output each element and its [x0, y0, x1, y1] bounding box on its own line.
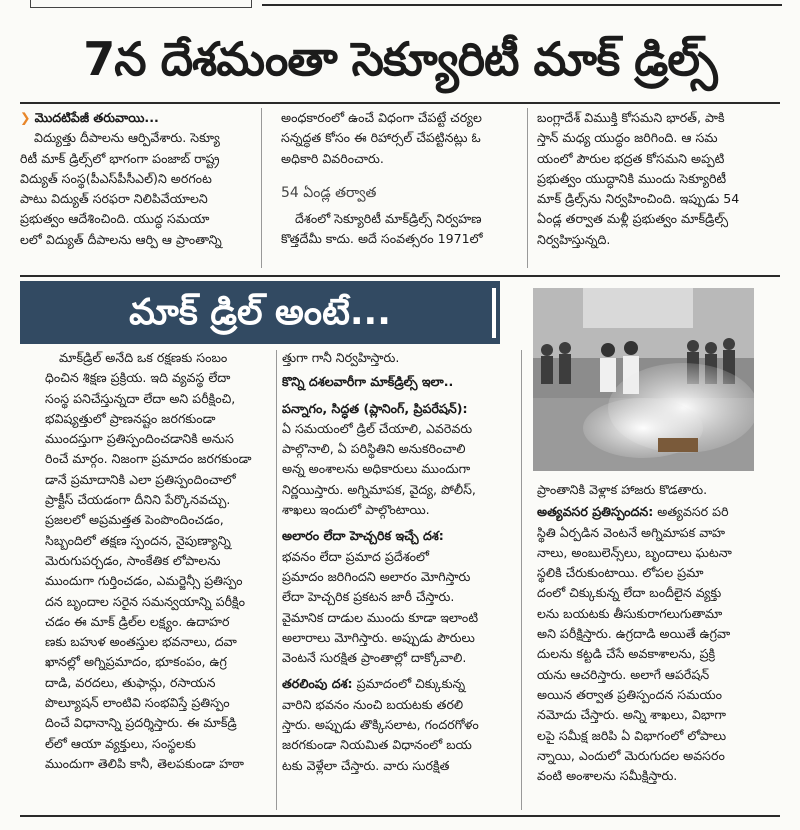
text-line: అంధకారంలో ఉంచే విధంగా చేపట్టే చర్యల	[281, 110, 482, 125]
text-line: రించే మార్గం. నిజంగా ప్రమాదం జరగకుండా	[45, 451, 252, 467]
text-line: లేదా హెచ్చరిక ప్రకటన జారీ చేస్తారు.	[282, 589, 455, 605]
subhead-54-years: 54 ఏండ్ల తర్వాత	[281, 184, 377, 201]
text-line: దించే విధానాన్ని ప్రదర్శిస్తారు. ఈ మాక్‌డ్రి	[45, 715, 237, 731]
banner-accent	[492, 288, 496, 338]
headline-rule	[20, 102, 780, 104]
photo-caption: ప్రాంతానికి వెళ్లాక హాజరు కొడతారు.	[537, 482, 708, 497]
text-line: చడం ఈ మాక్ డ్రిల్‌ల లక్ష్యం. ఉదాహర	[45, 613, 230, 629]
chevron-right-icon: ❯	[20, 110, 31, 125]
text-line: దేశంలో సెక్యూరిటీ మాక్‌డ్రిల్స్ నిర్వహణ	[295, 211, 482, 227]
text-line: వెంటనే సురక్షిత ప్రాంతాల్లో దాక్కోవాలి.	[282, 650, 467, 666]
photo-illustration	[533, 288, 754, 471]
text-line: ప్రజలలో అప్రమత్తత పెంపొందించడం,	[45, 512, 224, 528]
text-line: సిబ్బందిలో తక్షణ స్పందన, నైపుణ్యాన్ని	[45, 532, 231, 548]
text-line: శాఖలు ఇందులో పాల్గొంటాయి.	[282, 502, 430, 518]
kicker: మొదటిపేజీ తరువాయి...	[34, 110, 159, 125]
step-response	[537, 502, 780, 522]
text-line: మాక్ డ్రిల్స్‌ను నిర్వహించింది. ఇప్పుడు 54	[537, 191, 740, 207]
step-planning-label: పన్నాగం, సిద్ధత (ప్లానింగ్, ప్రిపరేషన్):	[282, 400, 468, 416]
text-line: ఏండ్ల తర్వాత మళ్లీ ప్రభుత్వం మాక్‌డ్రిల్స్	[537, 211, 729, 227]
text-line: కొత్తదేమీ కాదు. అదే సంవత్సరం 1971లో	[281, 231, 483, 247]
text-line: పాటు విద్యుత్ సరఫరా నిలిపివేయాలని	[20, 191, 208, 207]
text-line: రిటీ మాక్ డ్రిల్స్‌లో భాగంగా పంజాబ్ రాష్ట్ర	[20, 150, 220, 166]
text-line: అయిన తర్వాత ప్రతిస్పందన సమయం	[537, 686, 723, 702]
text-line: ధించిన శిక్షణ ప్రక్రియ. ఇది వ్యవస్థ లేదా	[45, 370, 231, 386]
text-line: లలో విద్యుత్ దీపాలను ఆర్పి ఆ ప్రాంతాన్ని	[20, 231, 222, 247]
text-line: ప్రమాదంలో చిక్కుకున్న	[352, 676, 466, 692]
text-line: ముందస్తుగా ప్రతిస్పందించడానికి అనుస	[45, 431, 234, 447]
column-divider	[276, 350, 277, 810]
text-line: మెరుగుపర్చడం, సాంకేతిక లోపాలను	[45, 552, 221, 568]
body-column-2	[282, 348, 514, 776]
text-line: ప్రభుత్వం యుద్ధానికి ముందు సెక్యూరిటీ	[537, 170, 727, 186]
section-rule	[20, 275, 780, 277]
text-line: నిర్వహిస్తున్నది.	[537, 231, 611, 247]
body-column-3	[537, 480, 780, 786]
text-line: అన్న అంశాలను అధికారులు ముందుగా	[282, 461, 471, 477]
column-divider	[261, 108, 262, 268]
text-line: వారిని భవనం నుంచి బయటకు తరలి	[282, 696, 464, 712]
text-line: ణకు బహుళ అంతస్తుల భవనాలు, దవా	[45, 634, 237, 650]
headline: 7న దేశమంతా సెక్యూరిటీ మాక్ డ్రిల్స్	[83, 32, 717, 86]
column-2	[281, 108, 521, 250]
step-evacuation-label: తరలింపు దశ:	[282, 676, 353, 692]
text-line: స్తారు. అప్పుడు తొక్కిసలాట, గందరగోళం	[282, 717, 479, 733]
text-line: ఏ సమయంలో డ్రిల్ చేయాలి, ఎవరెవరు	[282, 420, 473, 436]
text-line: బంగ్లాదేశ్ విముక్తి కోసమని భారత్, పాకి	[537, 110, 725, 125]
step-alarm-label: అలారం లేదా హెచ్చరిక ఇచ్చే దశ:	[282, 528, 444, 544]
banner-title: మాక్ డ్రిల్ అంటే...	[129, 292, 391, 333]
text-line: దాడి, వరదలు, తుఫాన్లు, రసాయన	[45, 674, 216, 690]
text-line: ముందుగా తెలిపి కానీ, తెలపకుండా హఠా	[45, 755, 244, 771]
steps-subhead: కొన్ని దశలవారీగా మాక్‌డ్రిల్స్ ఇలా..	[282, 374, 454, 390]
text-line: లను బయటకు తీసుకురాగలుగుతామా	[537, 605, 723, 621]
top-strip	[0, 0, 800, 16]
text-line: భవనం లేదా ప్రమాద ప్రదేశంలో	[282, 548, 429, 564]
text-line: అలారాలు మోగిస్తారు. అప్పుడు పౌరులు	[282, 629, 475, 645]
text-line: ప్రాక్టీస్ చేయడంగా దీనిని పేర్కొనవచ్చు.	[45, 492, 231, 508]
text-line: దన బృందాల సరైన సమన్వయాన్ని పరీక్షిం	[45, 593, 246, 609]
text-line: స్థలికి చేరుకుంటాయి. లోపల ప్రమా	[537, 565, 704, 581]
text-line: త్తుగా గానీ నిర్వహిస్తారు.	[282, 350, 400, 365]
column-1	[20, 108, 253, 250]
text-line: ప్రమాదం జరిగిందని అలారం మోగిస్తారు	[282, 568, 471, 584]
text-line: స్తాన్ మధ్య యుద్ధం జరిగింది. ఆ సమ	[537, 130, 718, 146]
text-line: సంస్థ పనిచేస్తున్నదా లేదా అని పరీక్షించి,	[45, 390, 236, 406]
text-line: నిర్ణయిస్తారు. అగ్నిమాపక, వైద్య, పోలీస్,	[282, 481, 476, 497]
text-line: వైమానిక దాడుల ముందు కూడా ఇలాంటి	[282, 609, 479, 625]
text-line: ఖానల్లో అగ్నిప్రమాదం, భూకంపం, ఉగ్ర	[45, 654, 227, 670]
text-line: యంలో పౌరుల భద్రత కోసమని అప్పటి	[537, 150, 725, 166]
text-line: యను ఆచరిస్తారు. అలాగే ఆపరేషన్	[537, 666, 710, 682]
text-line: డానే ప్రమాదానికి ఎలా ప్రతిస్పందించాలో	[45, 471, 236, 487]
text-line: జరగకుండా నియమిత విధానంలో బయ	[282, 737, 472, 753]
column-3	[537, 108, 780, 250]
step-evacuation	[282, 674, 514, 694]
text-line: అని పరీక్షిస్తారు. ఉగ్రదాడి అయితే ఉగ్రవా	[537, 626, 731, 642]
text-line: లపై సమీక్ష జరిపి ఏ విభాగంలో లోపాలు	[537, 727, 727, 743]
column-divider	[527, 108, 528, 268]
bottom-rule	[20, 815, 780, 817]
text-line: భవిష్యత్తులో ప్రాణనష్టం జరగకుండా	[45, 410, 216, 426]
text-line: ప్రభుత్వం ఆదేశించింది. యుద్ధ సమయా	[20, 211, 210, 227]
body-column-1	[45, 348, 270, 774]
text-line: విద్యుత్తు దీపాలను ఆర్పివేశారు. సెక్యూ	[34, 130, 220, 146]
text-line: నమోదు చేస్తారు. అన్ని శాఖలు, విభాగా	[537, 707, 727, 723]
text-line: పొల్యూషన్ లాంటివి సంభవిస్తే ప్రతిస్పం	[45, 695, 230, 711]
text-line: దంలో చిక్కుకున్న లేదా బందీలైన వ్యక్తు	[537, 585, 722, 601]
text-line: విద్యుత్ సంస్థ(పీఎస్‌పీసీఎల్)ని అరగంట	[20, 170, 212, 186]
text-line: మాక్‌డ్రిల్ అనేది ఒక రక్షణకు సంబం	[59, 350, 228, 365]
text-line: దులను కట్టడి చేసే అవకాశాలను, ప్రక్రి	[537, 646, 716, 662]
text-line: వంటి అంశాలను సమీక్షిస్తారు.	[537, 768, 678, 784]
column-divider	[521, 350, 522, 810]
text-line: ముందుగా గుర్తించడం, ఎమర్జెన్సీ ప్రతిస్పం	[45, 573, 243, 589]
text-line: అధికారి వివరించారు.	[281, 150, 384, 166]
text-line: పాల్గొనాలి, ఏ పరిస్థితిని అనుకరించాలి	[282, 441, 466, 457]
text-line: నాలు, అంబులెన్స్‌లు, బృందాలు ఘటనా	[537, 544, 732, 560]
text-line: అత్యవసర పరి	[653, 504, 729, 520]
text-line: సన్నద్ధత కోసం ఈ రిహార్సల్ చేపట్టినట్లు ఓ	[281, 130, 481, 146]
text-line: న్నాయి, ఎందులో మెరుగుదల అవసరం	[537, 747, 725, 763]
step-response-label: అత్యవసర ప్రతిస్పందన:	[537, 504, 654, 520]
text-line: ల్‌లో ఆయా వ్యక్తులు, సంస్థలకు	[45, 735, 196, 751]
text-line: స్థితి ఏర్పడిన వెంటనే అగ్నిమాపక వాహ	[537, 524, 726, 540]
text-line: టకు వెళ్లేలా చేస్తారు. వారు సురక్షిత	[282, 757, 450, 773]
mock-drill-photo	[533, 288, 754, 471]
